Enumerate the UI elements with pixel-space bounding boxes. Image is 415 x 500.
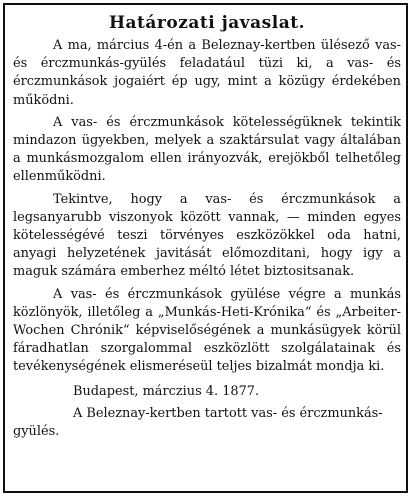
paragraph-3: Tekintve, hogy a vas- és érczmunkások a legsanyarubb viszonyok között vannak, — minden egyes kötelességévé teszi törvényes eszközökkel oda hatni, anyagi helyzetének javitását előmozditani, hogy igy a maguk számára emberhez méltó létet biztositsanak.	[13, 191, 401, 280]
paragraph-1: A ma, március 4-én a Beleznay-kertben ülésező vas- és érczmunkás-gyülés feladatául tüzi ki, a vas- és érczmunkások jogaiért ép ugy, mint a közügy érdekében működni.	[13, 38, 401, 108]
article-frame	[3, 3, 408, 493]
article-title: Határozati javaslat.	[108, 13, 305, 33]
signature: A Beleznay-kertben tartott vas- és érczmunkás-gyülés.	[13, 405, 383, 440]
article-body	[13, 13, 401, 445]
date-line: Budapest, márczius 4. 1877.	[73, 383, 260, 399]
paragraph-4: A vas- és érczmunkások gyülése végre a munkás közlönyök, illetőleg a „Munkás-Heti-Krónika“ és „Arbeiter-Wochen Chrónik“ képviselőségének a munkásügyek körül fáradhatlan szorgalommal eszközlött szolgálatainak és tevékenységének elismeréseül teljes bizalmát mondja ki.	[13, 286, 401, 375]
paragraph-2: A vas- és érczmunkások kötelességüknek tekintik mindazon ügyekben, melyek a szaktársulat vagy általában a munkásmozgalom ellen irányozvák, erejökből telhetőleg ellenműködni.	[13, 114, 401, 185]
